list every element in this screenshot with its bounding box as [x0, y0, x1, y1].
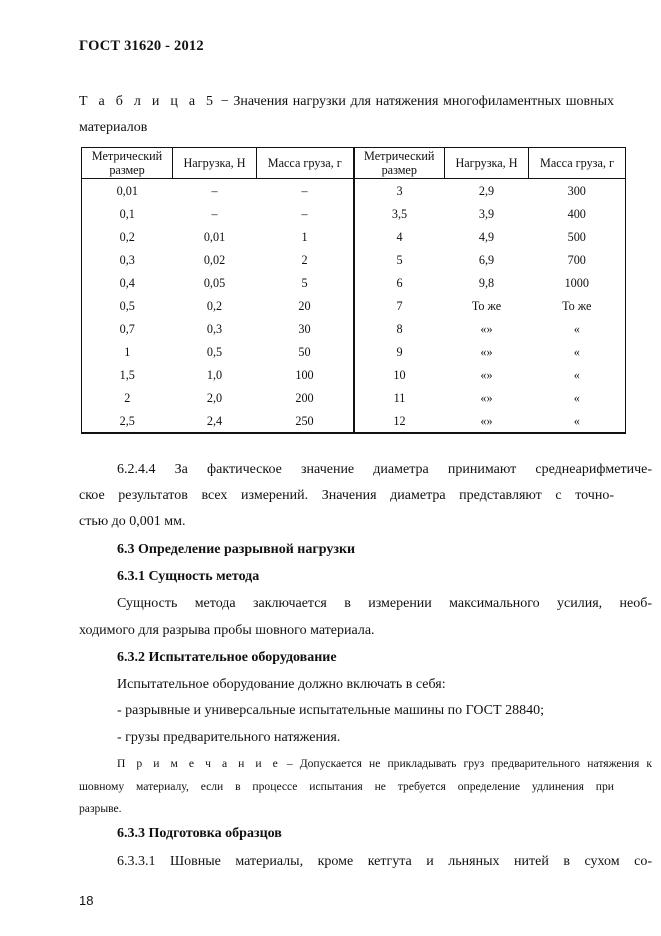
table-cell: 0,02	[203, 252, 226, 267]
table-caption-continued: материалов	[79, 120, 148, 135]
table-cell: То же	[471, 298, 502, 313]
table-cell: 2,5	[82, 409, 173, 433]
table-cell: 10	[354, 363, 445, 386]
table-cell: 0,1	[82, 202, 173, 225]
table-row	[82, 386, 626, 409]
table-cell: 12	[354, 409, 445, 433]
table-cell: 400	[529, 202, 626, 225]
para-6244-line3: стью до 0,001 мм.	[79, 514, 186, 529]
table-cell: 2,4	[173, 409, 257, 433]
table-cell: 1,5	[82, 363, 173, 386]
table-caption-label: Т а б л и ц а 5	[79, 94, 217, 109]
note-line2: шовному материалу, если в процессе испытания не требуется определение удлинения при	[79, 780, 614, 793]
page-number: 18	[79, 893, 94, 908]
document-header: ГОСТ 31620 - 2012	[79, 38, 204, 54]
table-cell: 200	[295, 390, 314, 405]
table-caption-text: Значения нагрузки для натяжения многофиламентных шовных	[233, 94, 614, 109]
table-cell: 0,2	[206, 298, 223, 313]
para-6331-line1: 6.3.3.1 Шовные материалы, кроме кетгута и льняных нитей в сухом со-	[117, 854, 652, 869]
col-header-metric-size: Метрический размер	[82, 148, 173, 179]
note-label: П р и м е ч а н и е	[117, 757, 280, 770]
table-cell: 11	[354, 386, 445, 409]
table-cell: 6,9	[478, 252, 495, 267]
para-6244-line1: 6.2.4.4 За фактическое значение диаметра принимают среднеарифметиче-	[117, 462, 652, 477]
table-cell: 700	[529, 248, 626, 271]
para-632-line3: - грузы предварительного натяжения.	[117, 730, 341, 745]
table-row	[82, 294, 626, 317]
col-header-load: Нагрузка, Н	[173, 148, 257, 179]
para-632-line2: - разрывные и универсальные испытательные машины по ГОСТ 28840;	[117, 703, 544, 718]
table-cell: 2	[301, 252, 308, 267]
table-cell: –	[301, 206, 308, 221]
load-table	[81, 147, 626, 434]
table-header-row	[82, 148, 626, 179]
table-cell: 100	[295, 367, 314, 382]
para-6244-line2: ское результатов всех измерений. Значения диаметра представляют с точно-	[79, 488, 614, 503]
table-cell: 5	[354, 248, 445, 271]
heading-6-3-2: 6.3.2 Испытательное оборудование	[117, 650, 337, 665]
table-cell: 0,01	[203, 229, 226, 244]
table-row	[82, 248, 626, 271]
col-header-load-2: Нагрузка, Н	[445, 148, 529, 179]
table-cell: 7	[354, 294, 445, 317]
heading-6-3-3: 6.3.3 Подготовка образцов	[117, 826, 282, 841]
table-cell: «»	[480, 367, 493, 382]
table-row	[82, 271, 626, 294]
table-caption-dash: −	[216, 94, 234, 109]
table-cell: 4	[354, 225, 445, 248]
table-cell: 4,9	[478, 229, 495, 244]
note-line1	[79, 754, 652, 774]
table-cell: 3,5	[354, 202, 445, 225]
table-cell: «»	[480, 390, 493, 405]
table-caption	[79, 94, 614, 110]
table-cell: 0,05	[203, 275, 226, 290]
heading-6-3: 6.3 Определение разрывной нагрузки	[117, 542, 356, 557]
table-cell: 8	[354, 317, 445, 340]
table-cell: 2	[82, 386, 173, 409]
table-cell: «	[529, 317, 626, 340]
table-cell: То же	[529, 294, 626, 317]
table-cell: 2,9	[478, 183, 495, 198]
table-cell: 1,0	[206, 367, 223, 382]
para-631-line1: Сущность метода заключается в измерении максимального усилия, необ-	[117, 596, 652, 611]
table-cell: 0,01	[82, 179, 173, 203]
table-cell: 5	[301, 275, 308, 290]
table-cell: 0,7	[82, 317, 173, 340]
heading-6-3-1: 6.3.1 Сущность метода	[117, 569, 260, 584]
table-body	[82, 179, 626, 434]
table-cell: 0,3	[206, 321, 223, 336]
table-cell: 300	[529, 179, 626, 203]
table-cell: 500	[529, 225, 626, 248]
table-cell: 1000	[529, 271, 626, 294]
table-row	[82, 363, 626, 386]
table-cell: «	[529, 363, 626, 386]
table-cell: 50	[298, 344, 311, 359]
table-cell: –	[301, 183, 308, 198]
table-cell: 0,5	[206, 344, 223, 359]
table-cell: «»	[445, 409, 529, 433]
col-header-mass: Масса груза, г	[257, 148, 354, 179]
table-cell: 0,5	[82, 294, 173, 317]
table-row	[82, 340, 626, 363]
table-row	[82, 179, 626, 203]
table-cell: 9	[354, 340, 445, 363]
table-row	[82, 225, 626, 248]
table-cell: 0,3	[82, 248, 173, 271]
table-cell: 9,8	[478, 275, 495, 290]
table-cell: 0,4	[82, 271, 173, 294]
para-632-line1: Испытательное оборудование должно включать в себя:	[117, 677, 446, 692]
table-cell: –	[211, 206, 218, 221]
table-cell: 1	[301, 229, 308, 244]
table-cell: 6	[354, 271, 445, 294]
table-cell: 20	[298, 298, 311, 313]
table-cell: 3,9	[478, 206, 495, 221]
table-cell: 0,2	[82, 225, 173, 248]
table-cell: «	[529, 409, 626, 433]
note-line3: разрыве.	[79, 802, 122, 815]
col-header-metric-size-2: Метрический размер	[354, 148, 445, 179]
table-cell: 2,0	[206, 390, 223, 405]
table-cell: «	[529, 340, 626, 363]
note-text: – Допускается не прикладывать груз предварительного натяжения к	[279, 757, 652, 770]
table-cell: 30	[298, 321, 311, 336]
table-cell: 3	[354, 179, 445, 203]
col-header-mass-2: Масса груза, г	[529, 148, 626, 179]
table-row	[82, 317, 626, 340]
table-row	[82, 202, 626, 225]
table-cell: 1	[82, 340, 173, 363]
table-cell: –	[211, 183, 218, 198]
table-cell: «»	[480, 344, 493, 359]
table-cell: «	[529, 386, 626, 409]
para-631-line2: ходимого для разрыва пробы шовного материала.	[79, 623, 375, 638]
table-row	[82, 409, 626, 433]
table-cell: «»	[480, 321, 493, 336]
table-cell: 250	[257, 409, 354, 433]
